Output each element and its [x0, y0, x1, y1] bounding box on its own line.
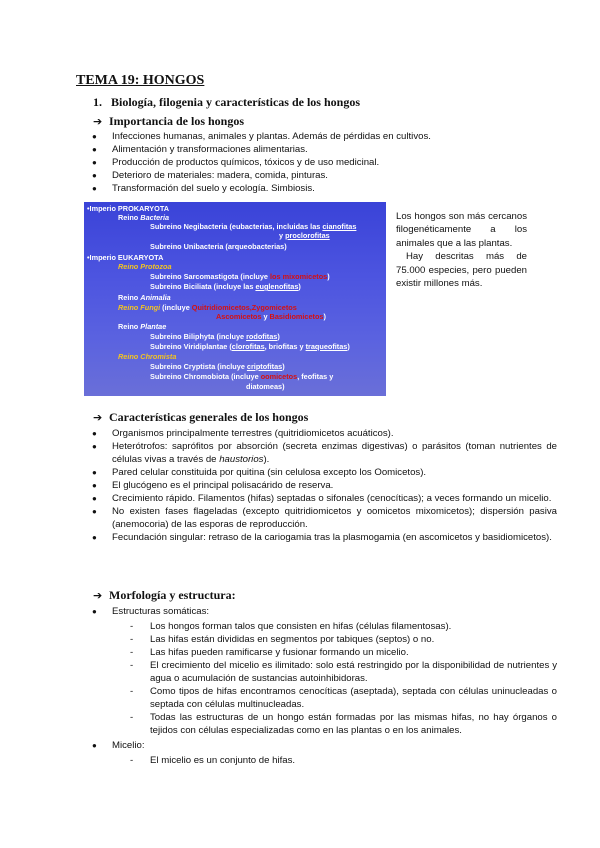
subheading-label: Características generales de los hongos [109, 410, 309, 424]
somaticas-label: Estructuras somáticas: [112, 606, 210, 617]
list-item: ● No existen fases flageladas (excepto quitridiomicetos y oomicetos mixomicetos); dispersión pasiva (anemocoria) de las esporas de reproducción. [92, 506, 557, 530]
bullet-icon: ● [92, 158, 97, 167]
bullet-icon: ● [92, 171, 97, 180]
list-item: ● Heterótrofos: saprófitos por absorción (secreta enzimas digestivas) o parásitos (toman nutrientes de células vivas a través de haustorios). [92, 441, 557, 465]
bullet-icon: ● [92, 481, 97, 490]
document-title: TEMA 19: HONGOS [76, 73, 205, 88]
taxonomy-line: Subreino Cryptista (incluye criptofitas) [150, 362, 285, 371]
list-item: ● Crecimiento rápido. Filamentos (hifas) septadas o sifonales (cenocíticas); a veces formando un micelio. [92, 493, 552, 504]
sublist-item: - Las hifas pueden ramificarse y fusionar formando un micelio. [130, 647, 409, 658]
taxonomy-line: Subreino Biciliata (incluye las euglenofitas) [150, 282, 301, 291]
sublist-item: - Todas las estructuras de un hongo están formadas por las mismas hifas, no hay órganos o tejidos con células especializadas como en las plantas o en los animales. [130, 712, 557, 736]
taxonomy-line: Ascomicetos y Basidiomicetos) [216, 312, 326, 321]
bullet-icon: ● [92, 494, 97, 503]
taxonomy-line: Subreino Sarcomastigota (incluye los mixomicetos) [150, 272, 330, 281]
arrow-icon: ➔ [93, 589, 103, 602]
bullet-icon: ● [92, 607, 97, 616]
bullet-icon: ● [92, 533, 97, 542]
list-item: ● Infecciones humanas, animales y plantas. Además de pérdidas en cultivos. [92, 131, 431, 142]
bullet-icon: ● [92, 132, 97, 141]
sublist-item: - Como tipos de hifas encontramos cenocíticas (aseptada), septada con células uninucleadas o septada con células multinucleadas. [130, 686, 557, 710]
bullet-icon: ● [92, 429, 97, 438]
list-item: ● Alimentación y transformaciones alimentarias. [92, 144, 308, 155]
subheading-morfologia [93, 588, 236, 603]
importancia-list [92, 130, 512, 195]
list-item [92, 605, 557, 737]
bullet-icon: ● [92, 468, 97, 477]
subheading-label: Importancia de los hongos [109, 114, 245, 128]
somaticas-sublist [112, 620, 557, 737]
bullet-icon: ● [92, 145, 97, 154]
taxonomy-line: Reino Protozoa [118, 262, 172, 271]
taxonomy-line: Subreino Viridiplantae (clorofitas, briofitas y traqueofitas) [150, 342, 350, 351]
side-note-paragraph: Hay descritas más de 75.000 especies, pero pueden existir millones más. [396, 251, 527, 290]
taxonomy-line: Subreino Negibacteria (eubacterias, incluidas las cianofitas [150, 222, 357, 231]
list-item [92, 739, 557, 767]
sublist-item: - Las hifas están divididas en segmentos por tabiques (septos) o no. [130, 634, 435, 645]
side-note [396, 210, 527, 290]
sublist-item: - Los hongos forman talos que consisten en hifas (células filamentosas). [130, 621, 452, 632]
taxonomy-line: diatomeas) [246, 382, 285, 391]
subheading-caracteristicas [93, 410, 308, 425]
bullet-icon: ● [92, 442, 97, 451]
list-item: ● Pared celular constituida por quitina (sin celulosa excepto los Oomicetos). [92, 467, 427, 478]
list-item: ● Organismos principalmente terrestres (quitridiomicetos acuáticos). [92, 428, 394, 439]
bullet-icon: ● [92, 507, 97, 516]
list-item: ● Transformación del suelo y ecología. Simbiosis. [92, 183, 315, 194]
section-title: 1. Biología, filogenia y características de los hongos [93, 95, 360, 109]
micelio-label: Micelio: [112, 740, 145, 751]
micelio-sublist [112, 754, 557, 767]
morfologia-list [92, 605, 557, 769]
list-item: ● Producción de productos químicos, tóxicos y de uso medicinal. [92, 157, 380, 168]
taxonomy-line: Reino Plantae [118, 322, 167, 331]
caracteristicas-list [92, 427, 557, 544]
taxonomy-line: •Imperio EUKARYOTA [87, 253, 164, 262]
arrow-icon: ➔ [93, 115, 103, 128]
sublist-item: - El micelio es un conjunto de hifas. [130, 755, 296, 766]
taxonomy-line: Reino Chromista [118, 352, 177, 361]
taxonomy-line: •Imperio PROKARYOTA [87, 204, 170, 213]
subheading-importancia [93, 114, 244, 129]
list-item: ● Deterioro de materiales: madera, comida, pinturas. [92, 170, 328, 181]
taxonomy-line: Reino Animalia [118, 293, 171, 302]
taxonomy-line: Subreino Chromobiota (incluye oomicetos, feofitas y [150, 372, 334, 381]
arrow-icon: ➔ [93, 411, 103, 424]
subheading-label: Morfología y estructura: [109, 588, 236, 602]
taxonomy-line: Subreino Biliphyta (incluye rodofitas) [150, 332, 280, 341]
bullet-icon: ● [92, 184, 97, 193]
list-item: ● El glucógeno es el principal polisacárido de reserva. [92, 480, 334, 491]
taxonomy-line: y proclorofitas [279, 231, 330, 240]
list-item: ● Fecundación singular: retraso de la cariogamia tras la plasmogamia (en ascomicetos y basidiomicetos). [92, 532, 552, 543]
taxonomy-image [84, 202, 386, 396]
sublist-item: - El crecimiento del micelio es ilimitado: solo está restringido por la disponibilidad de nutrientes y agua o acumulación de sustancias autoinhibidoras. [130, 660, 557, 684]
taxonomy-line: Subreino Unibacteria (arqueobacterias) [150, 242, 287, 251]
taxonomy-line: Reino Fungi (incluye Quitridiomicetos,Zygomicetos [118, 303, 297, 312]
side-note-paragraph: Los hongos son más cercanos filogenéticamente a los animales que a las plantas. [396, 211, 527, 249]
taxonomy-line: Reino Bacteria [118, 213, 170, 222]
bullet-icon: ● [92, 741, 97, 750]
